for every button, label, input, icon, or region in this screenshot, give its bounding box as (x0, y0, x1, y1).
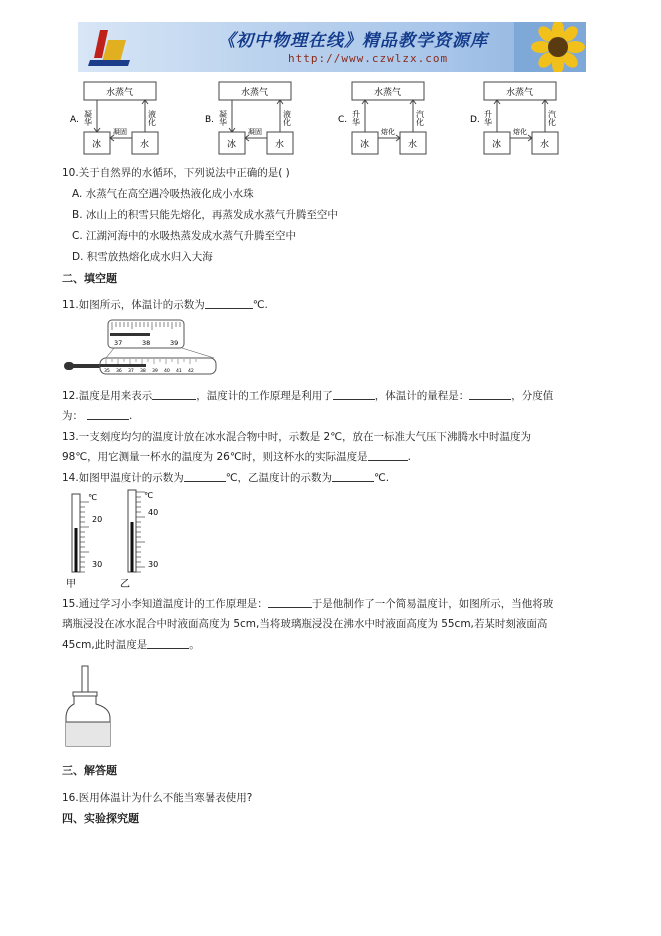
yi-tick-30: 30 (148, 560, 159, 569)
section-answer: 三、解答题 (62, 764, 117, 777)
yi-label: 乙 (120, 579, 130, 590)
q15-text-4: 。 (189, 639, 200, 651)
thermo11-bottom-label: 38 (140, 369, 146, 374)
q11-unit: ℃. (252, 299, 268, 311)
logo-icon (86, 26, 140, 68)
diagram-letter: D. (470, 115, 480, 125)
diagram-1 (205, 82, 293, 154)
label-right-arrow: 汽化 (415, 110, 425, 126)
diagram-letter: A. (70, 115, 79, 125)
q10-stem: 10.关于自然界的水循环，下列说法中正确的是( ) (62, 167, 290, 179)
q15-blank-2 (147, 638, 189, 649)
q11-text: 11.如图所示，体温计的示数为 (62, 299, 205, 311)
q16: 16.医用体温计为什么不能当寒暑表使用? (62, 792, 253, 804)
section-experiment: 四、实验探究题 (62, 812, 139, 825)
label-ice: 冰 (492, 140, 502, 150)
thermo11-bottom-label: 41 (176, 369, 182, 374)
q12-line1 (62, 388, 553, 403)
sunflower-icon (514, 22, 586, 72)
thermo11-top-39: 39 (170, 339, 179, 347)
q15-line2: 璃瓶浸没在冰水混合中时液面高度为 5cm,当将玻璃瓶浸没在沸水中时液面高度为 55cm,若某时刻液面高 (62, 618, 548, 630)
q14 (62, 470, 389, 485)
q13-blank (368, 450, 408, 461)
label-left-arrow: 升华 (351, 110, 361, 126)
label-mid-arrow: 凝固 (248, 128, 262, 136)
diagram-letter: C. (338, 115, 348, 125)
q11-blank (205, 298, 253, 309)
q12-text-6: . (129, 410, 133, 422)
q12-blank-2 (333, 389, 375, 400)
q13-line1: 13.一支刻度均匀的温度计放在冰水混合物中时，示数是 2℃，放在一标准大气压下沸腾水中时温度为 (62, 431, 532, 443)
thermo11-bottom-label: 40 (164, 369, 170, 374)
label-vapor: 水蒸气 (374, 88, 402, 98)
label-right-arrow: 液化 (282, 110, 292, 126)
q12-blank-1 (152, 389, 196, 400)
q15-text-3: 45cm,此时温度是 (62, 639, 148, 651)
yi-unit: ℃ (144, 491, 153, 500)
diagram-0 (70, 82, 158, 154)
label-vapor: 水蒸气 (506, 88, 534, 98)
thermo11-bottom-label: 37 (128, 369, 134, 374)
thermo11-bottom-label: 39 (152, 369, 158, 374)
q10-option-b: B. 冰山上的积雪只能先熔化，再蒸发成水蒸气升腾至空中 (72, 209, 338, 221)
thermometers-jia-yi (62, 488, 172, 590)
q12-blank-4 (87, 409, 129, 420)
q12-text-3: ，体温计的量程是： (374, 390, 470, 402)
thermo11-bottom-label: 42 (188, 369, 194, 374)
q10-option-a: A. 水蒸气在高空遇冷吸热液化成小水珠 (72, 188, 254, 200)
yi-tick-40: 40 (148, 508, 159, 517)
diagram-letter: B. (205, 115, 215, 125)
header-banner (78, 22, 586, 72)
jia-unit: ℃ (88, 493, 97, 502)
label-water: 水 (275, 140, 285, 150)
q12-text-4: ，分度值 (511, 390, 554, 402)
q12-text-2: ，温度计的工作原理是利用了 (196, 390, 333, 402)
label-vapor: 水蒸气 (241, 88, 269, 98)
label-water: 水 (140, 140, 150, 150)
section-fill-in: 二、填空题 (62, 272, 117, 285)
thermo11-top-37: 37 (114, 339, 123, 347)
q12-line2 (62, 408, 132, 423)
banner-title: 《初中物理在线》精品教学资源库 (218, 31, 488, 51)
jia-label: 甲 (66, 579, 76, 590)
q14-text-1: 14.如图甲温度计的示数为 (62, 472, 184, 484)
q13-line2 (62, 449, 411, 464)
jia-tick-20: 20 (92, 515, 103, 524)
label-ice: 冰 (360, 140, 370, 150)
q12-blank-3 (469, 389, 511, 400)
q12-text-1: 12.温度是用来表示 (62, 390, 153, 402)
thermo11-bottom-label: 36 (116, 369, 122, 374)
jia-tick-30: 30 (92, 560, 103, 569)
label-mid-arrow: 凝固 (113, 128, 127, 136)
phase-diagrams (62, 78, 582, 162)
thermo11-top-38: 38 (142, 339, 151, 347)
label-mid-arrow: 熔化 (513, 128, 527, 136)
q13-text: 98℃，用它测量一杯水的温度为 26℃时，则这杯水的实际温度是 (62, 451, 368, 463)
q15-blank-1 (268, 597, 312, 608)
label-left-arrow: 凝华 (218, 110, 228, 126)
q14-text-3: ℃. (374, 472, 390, 484)
label-vapor: 水蒸气 (106, 88, 134, 98)
q12-text-5: 为： (62, 410, 83, 422)
q13-end: . (407, 451, 411, 463)
diagram-3 (470, 82, 558, 154)
label-left-arrow: 凝华 (83, 110, 93, 126)
label-water: 水 (408, 140, 418, 150)
q15-text-1: 15.通过学习小李知道温度计的工作原理是： (62, 598, 268, 610)
q15-line3 (62, 637, 200, 652)
q14-text-2: ℃，乙温度计的示数为 (225, 472, 332, 484)
q15-line1 (62, 596, 553, 611)
clinical-thermometer (62, 318, 222, 382)
label-left-arrow: 升华 (483, 110, 493, 126)
q10-option-d: D. 积雪放热熔化成水归入大海 (72, 251, 213, 263)
label-right-arrow: 液化 (147, 110, 157, 126)
label-ice: 冰 (92, 140, 102, 150)
label-water: 水 (540, 140, 550, 150)
thermo11-bottom-label: 35 (104, 369, 110, 374)
label-mid-arrow: 熔化 (381, 128, 395, 136)
banner-url: http://www.czwlzx.com (288, 52, 449, 65)
diagram-2 (338, 82, 426, 154)
label-right-arrow: 汽化 (547, 110, 557, 126)
q15-text-2: 于是他制作了一个简易温度计，如图所示，当他将玻 (311, 598, 554, 610)
q14-blank-2 (332, 471, 374, 482)
q11 (62, 297, 268, 312)
q14-blank-1 (184, 471, 226, 482)
label-ice: 冰 (227, 140, 237, 150)
q10-option-c: C. 江湖河海中的水吸热蒸发成水蒸气升腾至空中 (72, 230, 297, 242)
bottle-thermometer (62, 664, 122, 752)
